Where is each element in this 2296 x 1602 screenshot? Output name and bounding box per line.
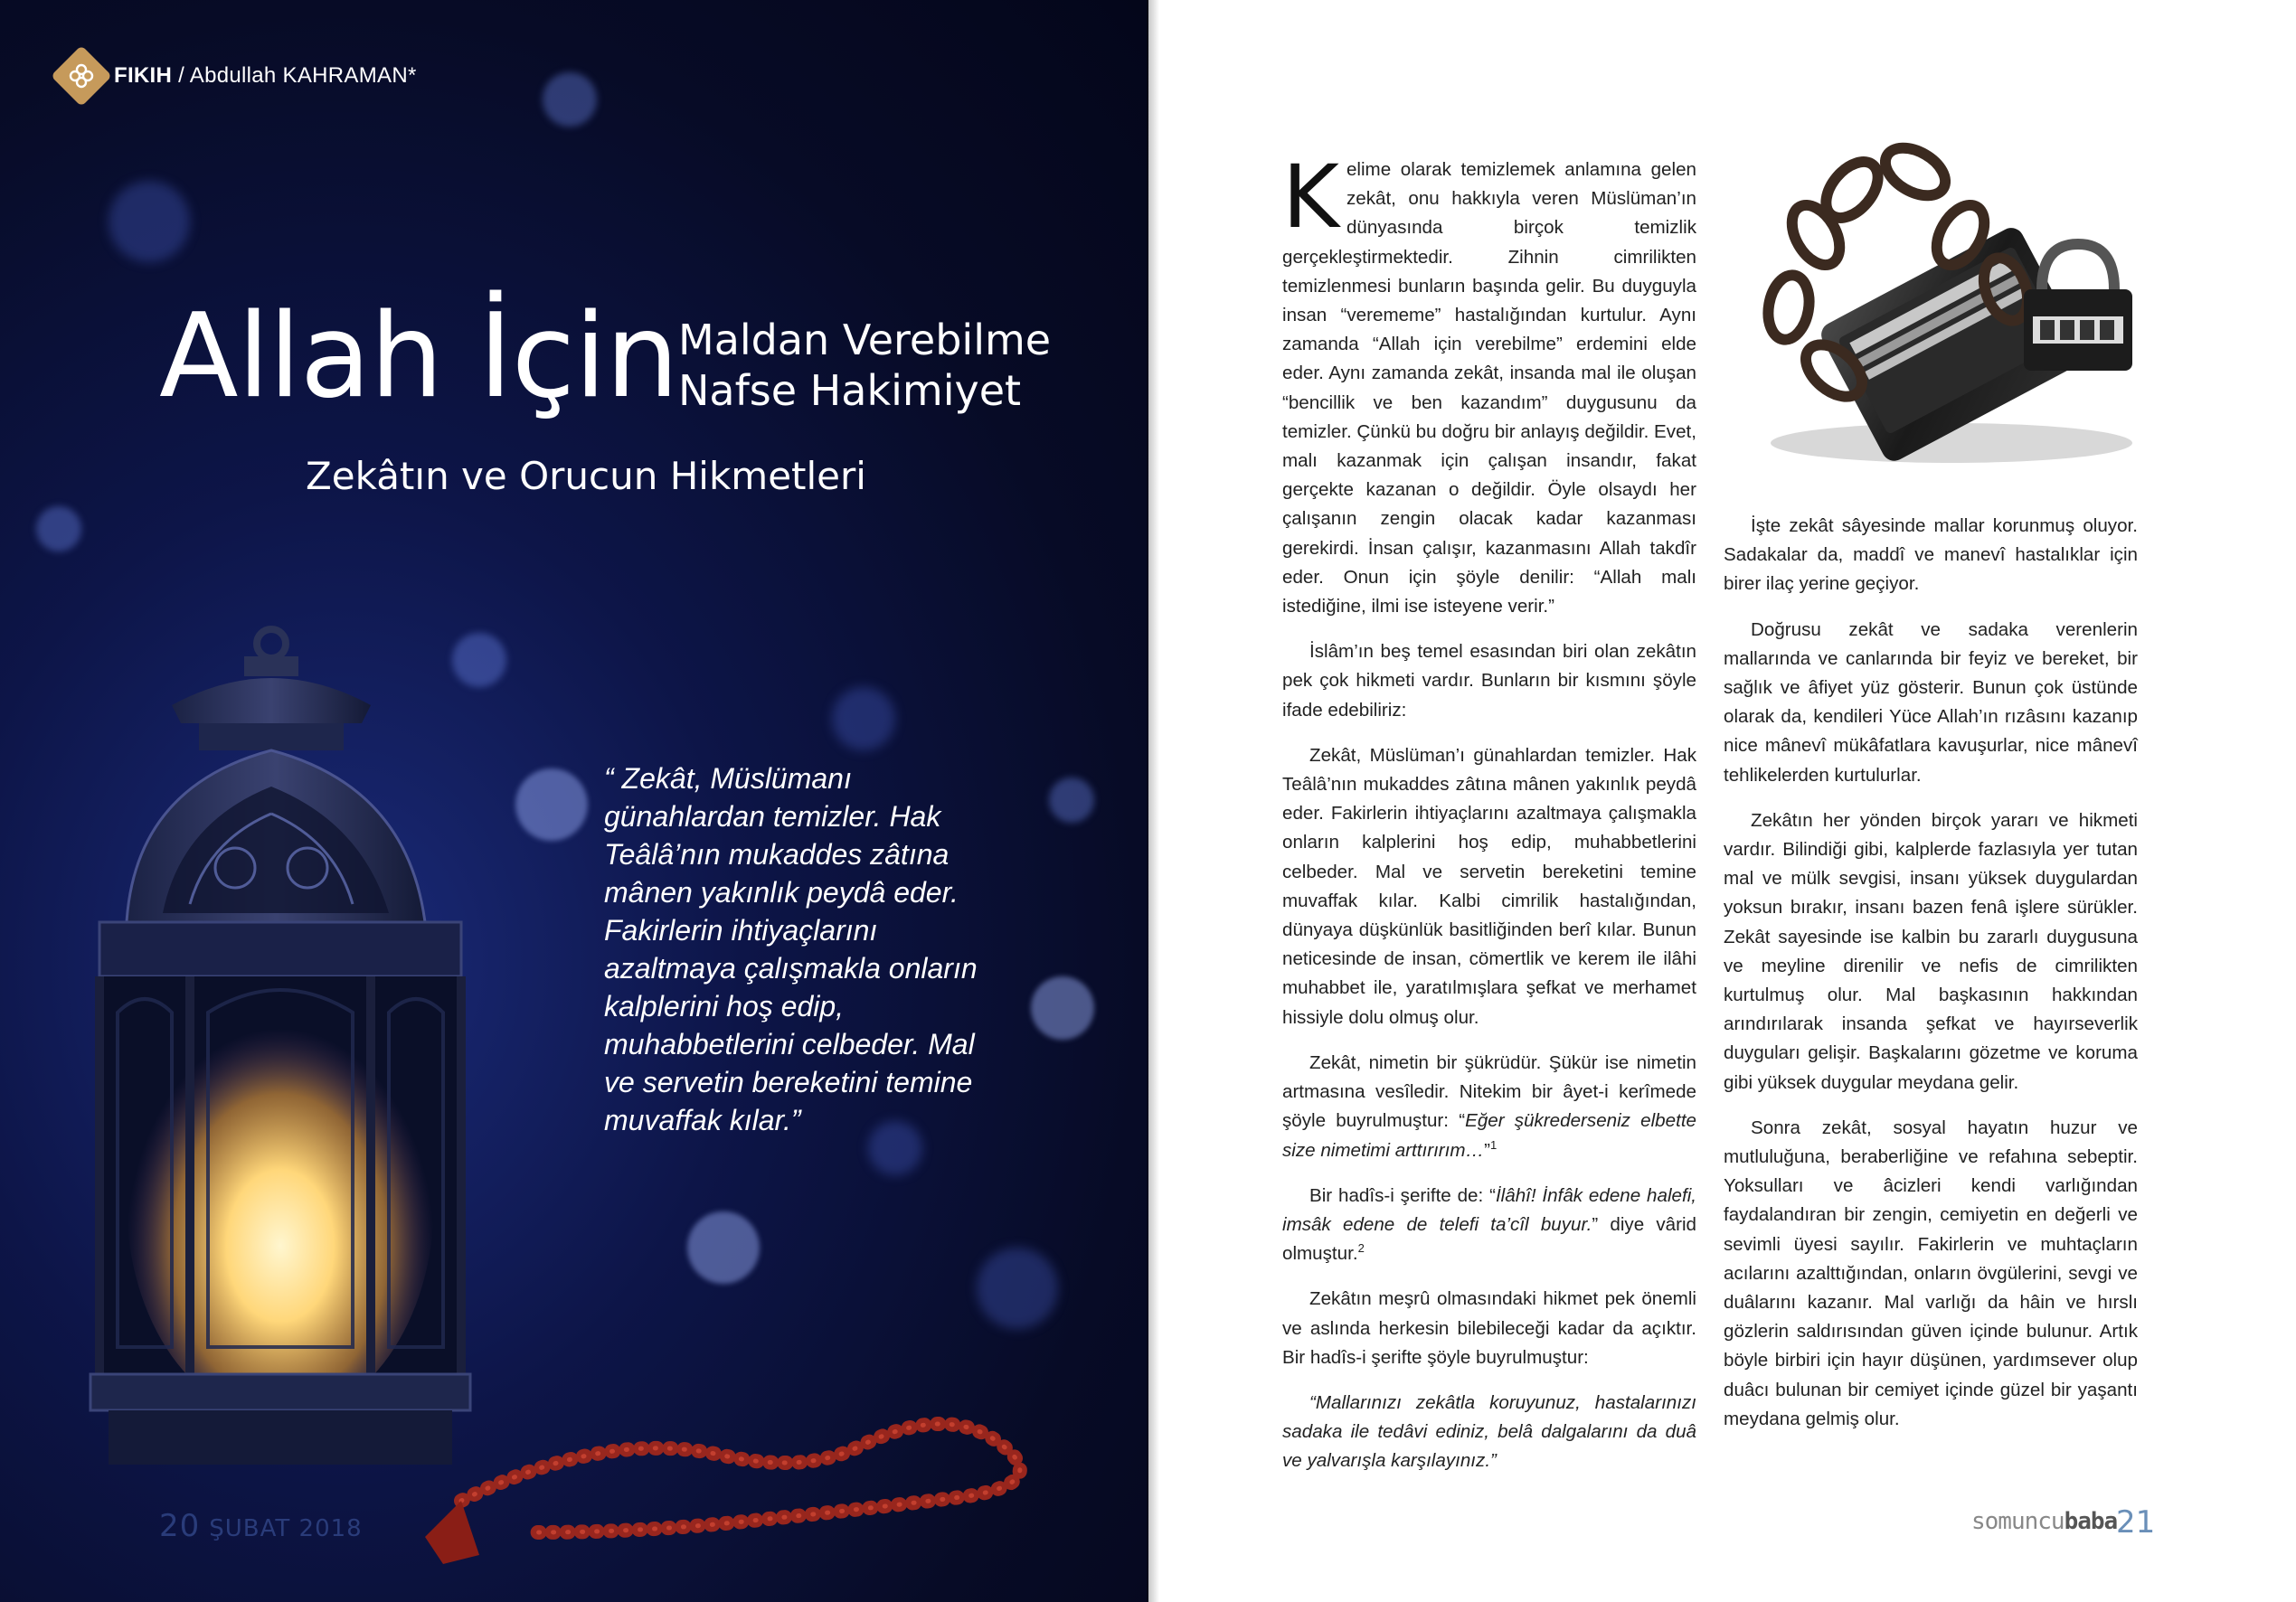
footnote-ref: 1 — [1489, 1137, 1498, 1152]
magazine-brand — [1971, 1508, 2117, 1535]
paragraph-text: Bir hadîs-i şerifte de: “ — [1309, 1184, 1496, 1206]
page-folio-left — [159, 1508, 363, 1544]
page-number-left: 20 — [159, 1508, 201, 1544]
brand-light: somuncu — [1971, 1508, 2065, 1535]
ayet-quote: Eğer şükrederseniz elbette size nimetimi arttırırım… — [1282, 1110, 1696, 1161]
section-name: FIKIH — [114, 63, 173, 88]
prayer-beads-illustration — [425, 1338, 1076, 1564]
article-paragraph: İşte zekât sâyesinde mallar korunmuş oluyor. Sadakalar da, maddî ve manevî hastalıklar için birer ilaç yerine geçiyor. — [1724, 515, 2138, 595]
issue-date: ŞUBAT 2018 — [209, 1515, 363, 1542]
paragraph-text: ” — [1484, 1139, 1490, 1161]
title-side-text — [678, 315, 1051, 416]
article-paragraph: İslâm’ın beş temel esasından biri olan zekâtın pek çok hikmeti vardır. Bunların bir kısmını şöyle ifade edebiliriz: — [1282, 641, 1696, 721]
article-title: Allah İçin — [159, 289, 678, 424]
article-column-2 — [1724, 512, 2138, 1450]
section-label — [114, 63, 417, 89]
paragraph-text: ” diye vârid olmuştur. — [1282, 1213, 1697, 1265]
bokeh-light — [1049, 777, 1094, 823]
drop-cap: K — [1282, 146, 1339, 248]
article-paragraph — [1282, 1389, 1696, 1476]
article-paragraph: Sonra zekât, sosyal hayatın huzur ve mutluluğuna, beraberliğine ve refahına sebeptir. Yoksulları ve âcizleri kendi varlığından faydalandıran bir zengin, cemiyetin en değerli ve sevimli üyesi sayılır. Fakirlerin ve muhtaçların acılarını azalttığından, onların övgülerini, sevgi ve duâlarını kazanır. Mal varlığı da hâin ve hırslı gözlerin saldırısından güven içinde bulunur. Artık böyle birbiri için hayır düşünen, yardımsever olup duâcı bulunan bir cemiyet içinde güzel bir yaşantı meydana gelmiş olur. — [1724, 1117, 2138, 1429]
diamond-ornament-icon — [51, 45, 112, 107]
article-paragraph: Zekât, Müslüman’ı günahlardan temizler. Hak Teâlâ’nın mukaddes zâtına mânen yakınlık peydâ eder. Fakirlerin ihtiyaçlarını azaltmaya çalışmakla onların kalplerini hoş edip, muhabbetlerini celbeder. Mal ve servetin bereketini temine muvaffak kılar. Kalbi cimrilik hastalığından, dünyaya düşkünlük basitliğinden berî kılar. Bunun neticesinde de insan, cömertlik ve kerem ile ilâhi muhabbet ile, yaratılmışlara şefkat ve merhamet hissiyle dolu olmuş olur. — [1282, 744, 1696, 1028]
article-paragraph — [1282, 146, 1696, 621]
hadis-quote: İlâhî! İnfâk edene halefi, imsâk edene de telefi ta’cîl buyur. — [1282, 1184, 1696, 1235]
article-paragraph: Zekâtın meşrû olmasındaki hikmet pek önemli ve aslında herkesin bilebileceği kadar da açıktır. Bir hadîs-i şerifte şöyle buyrulmuştur: — [1282, 1288, 1696, 1368]
paragraph-text: Zekât, nimetin bir şükrüdür. Şükür ise nimetin artmasına vesîledir. Nitekim bir âyet-i kerîmede şöyle buyrulmuştur: “ — [1282, 1051, 1696, 1132]
bokeh-light — [977, 1248, 1058, 1329]
page-number-right: 21 — [2116, 1504, 2156, 1541]
article-paragraph — [1282, 1182, 1696, 1269]
bokeh-light — [1031, 976, 1094, 1040]
footnote-ref: 2 — [1357, 1241, 1365, 1256]
pull-quote: “ Zekât, Müslümanı günahlardan temizler. Hak Teâlâ’nın mukaddes zâtına mânen yakınlık peydâ eder. Fakirlerin ihtiyaçlarını azaltmaya çalışmakla onların kalplerini hoş edip, muhabbetlerini celbeder. Mal ve servetin bereketini temine muvaffak kılar.” — [604, 762, 978, 1136]
article-paragraph-text: elime olarak temizlemek anlamına gelen zekât, onu hakkıyla veren Müslüman’ın dünyasında birçok temizlik gerçekleştirmektedir. Zihnin cimrilikten temizlenmesi bunların başında gelir. Bu duyguyla insan “verememe” hastalığından kurtulur. Aynı zamanda “Allah için verebilme” erdemini elde eder. Aynı zamanda zekât, insanda mal ile oluşan “bencillik ve ben kazandım” duygusunu da temizler. Çünkü bu doğru bir anlayış değildir. Evet, malı kazanmak için çalışan insandır, fakat gerçekte kazanan o değildir. Öyle olsaydı her çalışanın zengin olacak kadar kazanması gerekirdi. İnsan çalışır, kazanmasını Allah takdîr eder. Onun için şöyle denilir: “Allah malı istediğine, ilmi ise isteyene verir.” — [1282, 159, 1696, 617]
title-side-line-2: Nafse Hakimiyet — [678, 366, 1022, 415]
section-header — [60, 54, 417, 98]
bokeh-light — [543, 72, 597, 127]
article-paragraph: Zekâtın her yönden birçok yararı ve hikmeti vardır. Bilindiği gibi, kalplerde fazlasıyla yer tutan mal ve mülk sevgisi, insanı yüksek duygulardan yoksun bırakır, insanı bazen fenâ işlere sürükler. Zekât sayesinde ise kalbin bu zararlı duygusuna ve meyline direnilir ve nefis de cimrilikten kurtulmuş olur. Mal başkasının hakkından arındırılarak insanda şefkat ve hayırseverlik duyguları gelişir. Başkalarını gözetme ve koruma gibi yüksek duygular meydana gelir. — [1724, 809, 2138, 1093]
article-subtitle: Zekâtın ve Orucun Hikmetleri — [306, 454, 866, 498]
article-column-1 — [1282, 146, 1697, 1493]
bokeh-light — [687, 1211, 760, 1284]
page-gutter — [1147, 0, 1159, 1602]
title-side-line-1: Maldan Verebilme — [678, 316, 1052, 364]
author-name: Abdullah KAHRAMAN* — [189, 63, 417, 88]
article-paragraph: Doğrusu zekât ve sadaka verenlerin mallarında ve canlarında bir feyiz ve bereket, bir sağlık ve âfiyet yüz gösterir. Bunun çok üstünde olarak da, kendileri Yüce Allah’ın rızâsını kazanıp nice mânevî mükâfatlara kavuşurlar, nice mânevî tehlikelerden kurtulurlar. — [1724, 618, 2138, 786]
bokeh-light — [832, 687, 895, 750]
brand-bold: baba — [2064, 1508, 2118, 1535]
right-page-article — [1148, 0, 2296, 1602]
chained-wallet-photo — [1734, 136, 2159, 497]
bokeh-light — [109, 181, 190, 262]
bokeh-light — [515, 768, 588, 841]
hadis-quote: “Mallarınızı zekâtla koruyunuz, hastalarınızı sadaka ile tedâvi ediniz, belâ dalgalarını da duâ ve yalvarışla karşılayınız.” — [1282, 1391, 1696, 1472]
bokeh-light — [36, 506, 81, 551]
header-separator: / — [172, 63, 190, 88]
article-paragraph — [1282, 1049, 1696, 1165]
